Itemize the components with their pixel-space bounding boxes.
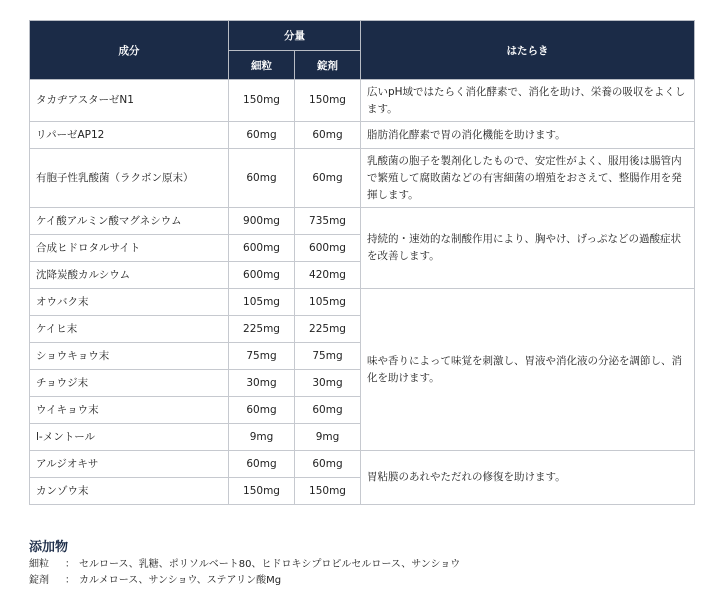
granule-amount: 60mg <box>229 397 295 424</box>
header-tablet: 錠剤 <box>295 51 361 80</box>
ingredient-name: アルジオキサ <box>30 451 229 478</box>
ingredient-name: ウイキョウ末 <box>30 397 229 424</box>
additive-text: カルメロース、サンショウ、ステアリン酸Mg <box>79 575 282 586</box>
header-amount: 分量 <box>229 21 361 51</box>
tablet-amount: 105mg <box>295 289 361 316</box>
tablet-amount: 60mg <box>295 451 361 478</box>
header-ingredient: 成分 <box>30 21 229 80</box>
ingredient-name: チョウジ末 <box>30 370 229 397</box>
tablet-amount: 150mg <box>295 80 361 122</box>
granule-amount: 60mg <box>229 149 295 208</box>
function-text: 乳酸菌の胞子を製剤化したもので、安定性がよく、服用後は腸管内で繁殖して腐敗菌などの有害細菌の増殖をおさえて、整腸作用を発揮します。 <box>361 149 695 208</box>
ingredient-name: ショウキョウ末 <box>30 343 229 370</box>
additives-title: 添加物 <box>29 540 69 555</box>
function-text: 脂肪消化酵素で胃の消化機能を助けます。 <box>361 122 695 149</box>
granule-amount: 30mg <box>229 370 295 397</box>
additive-row <box>29 557 694 573</box>
granule-amount: 600mg <box>229 235 295 262</box>
ingredients-table <box>29 20 695 505</box>
tablet-amount: 735mg <box>295 208 361 235</box>
table-row <box>30 289 695 316</box>
granule-amount: 60mg <box>229 122 295 149</box>
ingredient-name: タカヂアスターゼN1 <box>30 80 229 122</box>
additive-colon: ： <box>65 559 75 570</box>
tablet-amount: 420mg <box>295 262 361 289</box>
additive-text: セルロース、乳糖、ポリソルベート80、ヒドロキシプロピルセルロース、サンショウ <box>79 559 461 570</box>
tablet-amount: 9mg <box>295 424 361 451</box>
ingredient-name: 合成ヒドロタルサイト <box>30 235 229 262</box>
additive-row <box>29 573 694 589</box>
ingredient-name: リパーゼAP12 <box>30 122 229 149</box>
ingredient-name: カンゾウ末 <box>30 478 229 505</box>
ingredient-name: ケイヒ末 <box>30 316 229 343</box>
function-text: 持続的・速効的な制酸作用により、胸やけ、げっぷなどの過酸症状を改善します。 <box>361 208 695 289</box>
function-text: 広いpH域ではたらく消化酵素で、消化を助け、栄養の吸収をよくします。 <box>361 80 695 122</box>
granule-amount: 600mg <box>229 262 295 289</box>
table-row <box>30 149 695 208</box>
granule-amount: 75mg <box>229 343 295 370</box>
granule-amount: 150mg <box>229 478 295 505</box>
granule-amount: 225mg <box>229 316 295 343</box>
tablet-amount: 150mg <box>295 478 361 505</box>
granule-amount: 9mg <box>229 424 295 451</box>
table-row <box>30 80 695 122</box>
ingredient-name: 沈降炭酸カルシウム <box>30 262 229 289</box>
granule-amount: 150mg <box>229 80 295 122</box>
table-row <box>30 122 695 149</box>
tablet-amount: 30mg <box>295 370 361 397</box>
function-text: 胃粘膜のあれやただれの修復を助けます。 <box>361 451 695 505</box>
granule-amount: 900mg <box>229 208 295 235</box>
granule-amount: 105mg <box>229 289 295 316</box>
additives-section <box>29 539 694 589</box>
header-granule: 細粒 <box>229 51 295 80</box>
table-row <box>30 208 695 235</box>
granule-amount: 60mg <box>229 451 295 478</box>
header-function: はたらき <box>361 21 695 80</box>
tablet-amount: 600mg <box>295 235 361 262</box>
table-row <box>30 451 695 478</box>
additive-colon: ： <box>65 575 75 586</box>
ingredient-name: l-メントール <box>30 424 229 451</box>
tablet-amount: 75mg <box>295 343 361 370</box>
tablet-amount: 60mg <box>295 397 361 424</box>
tablet-amount: 225mg <box>295 316 361 343</box>
tablet-amount: 60mg <box>295 122 361 149</box>
ingredient-name: ケイ酸アルミン酸マグネシウム <box>30 208 229 235</box>
ingredient-name: 有胞子性乳酸菌（ラクボン原末） <box>30 149 229 208</box>
tablet-amount: 60mg <box>295 149 361 208</box>
additive-label: 細粒 <box>29 559 49 570</box>
ingredient-name: オウバク末 <box>30 289 229 316</box>
additive-label: 錠剤 <box>29 575 49 586</box>
function-text: 味や香りによって味覚を刺激し、胃液や消化液の分泌を調節し、消化を助けます。 <box>361 289 695 451</box>
